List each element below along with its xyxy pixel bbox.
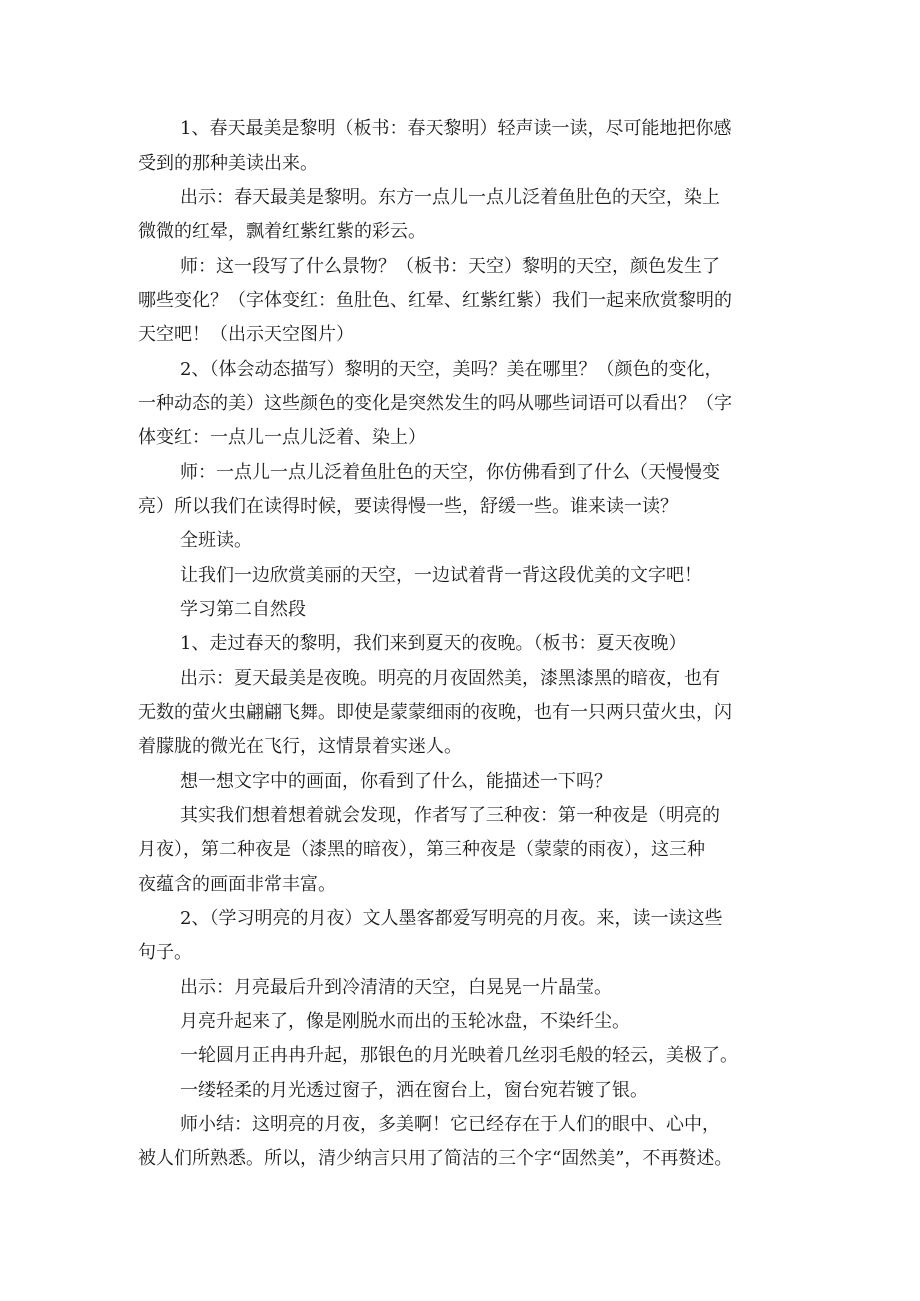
text-line: 2、（体会动态描写）黎明的天空，美吗？美在哪里？（颜色的变化，: [180, 359, 723, 380]
text-line: 哪些变化？（字体变红：鱼肚色、红晕、红紫红紫）我们一起来欣赏黎明的: [138, 290, 732, 311]
text-line: 其实我们想着想着就会发现，作者写了三种夜：第一种夜是（明亮的: [180, 805, 720, 826]
text-line: 想一想文字中的画面，你看到了什么，能描述一下吗？: [180, 771, 612, 792]
text-line: 出示：夏天最美是夜晚。明亮的月夜固然美，漆黑漆黑的暗夜，也有: [180, 668, 720, 689]
text-line: 微微的红晕，飘着红紫红紫的彩云。: [138, 221, 426, 242]
text-line: 月夜），第二种夜是（漆黑的暗夜），第三种夜是（蒙蒙的雨夜），这三种: [138, 839, 705, 860]
text-line: 全班读。: [180, 530, 252, 551]
text-line: 体变红：一点儿一点儿泛着、染上）: [138, 427, 426, 448]
section-heading: 学习第二自然段: [180, 599, 306, 620]
text-line: 一轮圆月正冉冉升起，那银色的月光映着几丝羽毛般的轻云，美极了。: [180, 1045, 738, 1066]
text-line: 1、走过春天的黎明，我们来到夏天的夜晚。（板书：夏天夜晚）: [180, 633, 687, 654]
text-line: 被人们所熟悉。所以，清少纳言只用了简洁的三个字“固然美”，不再赘述。: [138, 1148, 733, 1169]
text-line: 着朦胧的微光在飞行，这情景着实迷人。: [138, 736, 462, 757]
text-line: 师：一点儿一点儿泛着鱼肚色的天空，你仿佛看到了什么（天慢慢变: [180, 462, 720, 483]
text-line: 出示：春天最美是黎明。东方一点儿一点儿泛着鱼肚色的天空，染上: [180, 187, 720, 208]
text-line: 2、（学习明亮的月夜）文人墨客都爱写明亮的月夜。来，读一读这些: [180, 908, 723, 929]
text-line: 师：这一段写了什么景物？（板书：天空）黎明的天空，颜色发生了: [180, 256, 720, 277]
text-line: 夜蕴含的画面非常丰富。: [138, 874, 336, 895]
text-line: 一缕轻柔的月光透过窗子，洒在窗台上，窗台宛若镀了银。: [180, 1080, 648, 1101]
text-line: 天空吧！（出示天空图片）: [138, 324, 354, 345]
text-line: 亮）所以我们在读得时候，要读得慢一些，舒缓一些。谁来读一读？: [138, 496, 678, 517]
text-line: 让我们一边欣赏美丽的天空，一边试着背一背这段优美的文字吧！: [180, 565, 702, 586]
text-line: 月亮升起来了，像是刚脱水而出的玉轮冰盘，不染纤尘。: [180, 1011, 630, 1032]
text-line: 1、春天最美是黎明（板书：春天黎明）轻声读一读，尽可能地把你感: [180, 118, 732, 139]
text-line: 师小结：这明亮的月夜，多美啊！它已经存在于人们的眼中、心中，: [180, 1114, 720, 1135]
text-line: 无数的萤火虫翩翩飞舞。即使是蒙蒙细雨的夜晚，也有一只两只萤火虫，闪: [138, 702, 732, 723]
text-line: 句子。: [138, 942, 192, 963]
text-line: 出示：月亮最后升到冷清清的天空，白晃晃一片晶莹。: [180, 977, 612, 998]
text-line: 一种动态的美）这些颜色的变化是突然发生的吗从哪些词语可以看出？（字: [138, 393, 732, 414]
text-line: 受到的那种美读出来。: [138, 153, 318, 174]
